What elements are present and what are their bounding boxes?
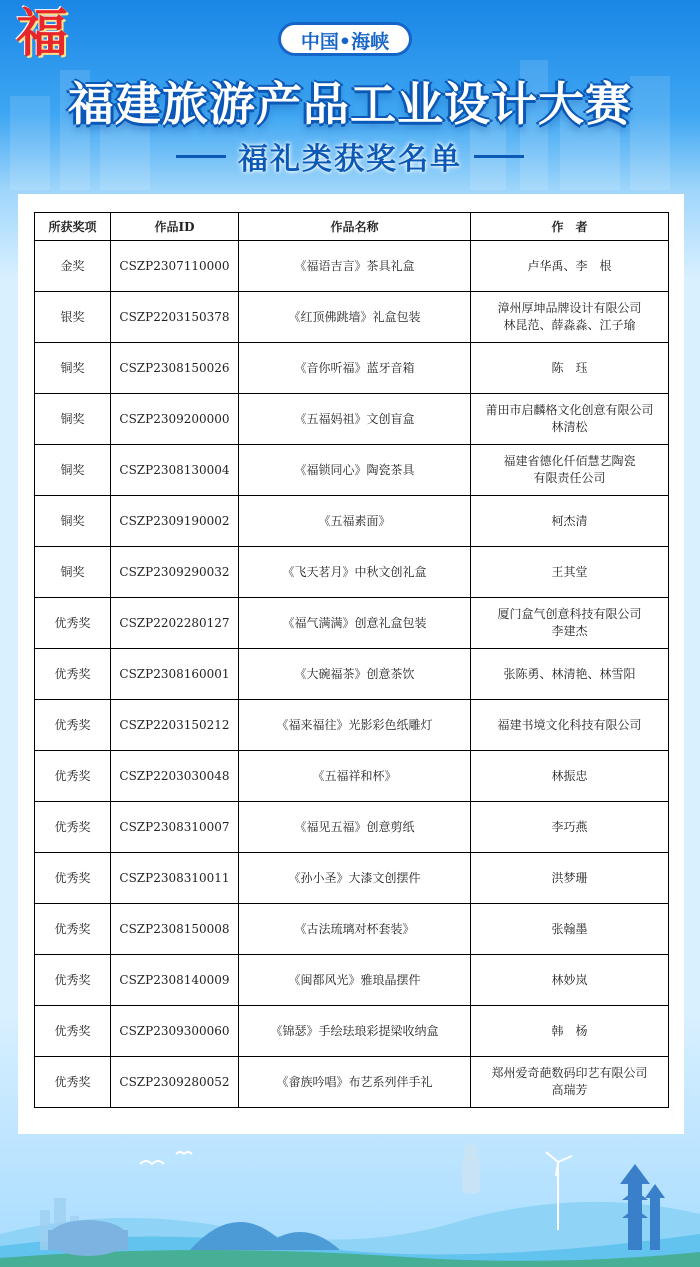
table-header-row: [35, 213, 669, 241]
work-id-cell: CSZP2308140009: [111, 955, 239, 1006]
award-cell: 金奖: [35, 241, 111, 292]
work-id-cell: CSZP2203030048: [111, 751, 239, 802]
table-row: [35, 751, 669, 802]
work-id-cell: CSZP2308150026: [111, 343, 239, 394]
author-cell: 柯杰清: [471, 496, 669, 547]
work-name-cell: 《孙小圣》大漆文创摆件: [239, 853, 471, 904]
author-cell: 林妙岚: [471, 955, 669, 1006]
table-row: [35, 955, 669, 1006]
work-id-cell: CSZP2308310011: [111, 853, 239, 904]
subtitle-dash-left: [176, 155, 226, 158]
author-cell: 张翰墨: [471, 904, 669, 955]
work-id-cell: CSZP2309280052: [111, 1057, 239, 1108]
award-cell: 银奖: [35, 292, 111, 343]
award-cell: 优秀奖: [35, 802, 111, 853]
column-header-author: 作 者: [471, 213, 669, 241]
table-body: [35, 241, 669, 1108]
work-id-cell: CSZP2309290032: [111, 547, 239, 598]
table-row: [35, 853, 669, 904]
work-name-cell: 《飞天茗月》中秋文创礼盒: [239, 547, 471, 598]
work-name-cell: 《福来福往》光影彩色纸雕灯: [239, 700, 471, 751]
award-cell: 优秀奖: [35, 700, 111, 751]
work-name-cell: 《音你听福》蓝牙音箱: [239, 343, 471, 394]
table-row: [35, 241, 669, 292]
award-cell: 优秀奖: [35, 955, 111, 1006]
column-header-award: 所获奖项: [35, 213, 111, 241]
award-cell: 优秀奖: [35, 649, 111, 700]
work-id-cell: CSZP2309190002: [111, 496, 239, 547]
mazu-statue: [462, 1143, 480, 1194]
author-cell: 莆田市启麟格文化创意有限公司 林清松: [471, 394, 669, 445]
author-cell: 郑州爱奇葩数码印艺有限公司 高瑞芳: [471, 1057, 669, 1108]
table-row: [35, 904, 669, 955]
author-cell: 王其堂: [471, 547, 669, 598]
work-name-cell: 《古法琉璃对杯套装》: [239, 904, 471, 955]
awards-table: [34, 212, 669, 1108]
work-id-cell: CSZP2308160001: [111, 649, 239, 700]
work-name-cell: 《大碗福茶》创意茶饮: [239, 649, 471, 700]
fu-logo: 福: [15, 3, 68, 64]
work-name-cell: 《畲族吟唱》布艺系列伴手礼: [239, 1057, 471, 1108]
table-row: [35, 598, 669, 649]
table-row: [35, 547, 669, 598]
award-cell: 优秀奖: [35, 1006, 111, 1057]
table-row: [35, 802, 669, 853]
table-row: [35, 343, 669, 394]
column-header-id: 作品ID: [111, 213, 239, 241]
work-name-cell: 《红顶佛跳墙》礼盒包装: [239, 292, 471, 343]
author-cell: 厦门盒气创意科技有限公司 李建杰: [471, 598, 669, 649]
work-name-cell: 《五福素面》: [239, 496, 471, 547]
author-cell: 卢华禹、李 根: [471, 241, 669, 292]
work-name-cell: 《五福妈祖》文创盲盒: [239, 394, 471, 445]
award-cell: 铜奖: [35, 496, 111, 547]
work-id-cell: CSZP2309200000: [111, 394, 239, 445]
work-name-cell: 《福锁同心》陶瓷茶具: [239, 445, 471, 496]
work-id-cell: CSZP2308150008: [111, 904, 239, 955]
table-row: [35, 649, 669, 700]
work-id-cell: CSZP2202280127: [111, 598, 239, 649]
table-row: [35, 394, 669, 445]
seagulls: [140, 1152, 192, 1164]
award-cell: 铜奖: [35, 445, 111, 496]
author-cell: 张陈勇、林清艳、林雪阳: [471, 649, 669, 700]
work-id-cell: CSZP2307110000: [111, 241, 239, 292]
landmarks-illustration: [0, 1134, 700, 1267]
work-name-cell: 《五福祥和杯》: [239, 751, 471, 802]
work-name-cell: 《锦瑟》手绘珐琅彩提梁收纳盒: [239, 1006, 471, 1057]
table-row: [35, 1006, 669, 1057]
column-header-name: 作品名称: [239, 213, 471, 241]
work-name-cell: 《福语吉言》茶具礼盒: [239, 241, 471, 292]
award-cell: 铜奖: [35, 547, 111, 598]
award-cell: 优秀奖: [35, 1057, 111, 1108]
results-card: [18, 194, 684, 1134]
author-cell: 漳州厚坤品牌设计有限公司 林昆范、薛淼淼、江子瑜: [471, 292, 669, 343]
table-row: [35, 445, 669, 496]
footer-landmarks: [0, 1134, 700, 1267]
author-cell: 李巧燕: [471, 802, 669, 853]
award-cell: 优秀奖: [35, 904, 111, 955]
page-subtitle: 福礼类获奖名单: [238, 142, 462, 177]
tulou-building: [48, 1220, 128, 1256]
work-name-cell: 《闽都风光》雅琅晶摆件: [239, 955, 471, 1006]
award-cell: 铜奖: [35, 394, 111, 445]
table-row: [35, 1057, 669, 1108]
author-cell: 福建书境文化科技有限公司: [471, 700, 669, 751]
work-name-cell: 《福见五福》创意剪纸: [239, 802, 471, 853]
subtitle-row: [0, 136, 700, 176]
author-cell: 洪梦珊: [471, 853, 669, 904]
work-name-cell: 《福气满满》创意礼盒包装: [239, 598, 471, 649]
page-title: 福建旅游产品工业设计大赛: [68, 77, 632, 131]
work-id-cell: CSZP2308130004: [111, 445, 239, 496]
work-id-cell: CSZP2308310007: [111, 802, 239, 853]
table-row: [35, 292, 669, 343]
author-cell: 福建省德化仟佰慧艺陶瓷 有限责任公司: [471, 445, 669, 496]
award-cell: 铜奖: [35, 343, 111, 394]
work-id-cell: CSZP2203150212: [111, 700, 239, 751]
award-cell: 优秀奖: [35, 751, 111, 802]
author-cell: 林振忠: [471, 751, 669, 802]
author-cell: 陈 珏: [471, 343, 669, 394]
work-id-cell: CSZP2309300060: [111, 1006, 239, 1057]
author-cell: 韩 杨: [471, 1006, 669, 1057]
table-row: [35, 700, 669, 751]
table-row: [35, 496, 669, 547]
work-id-cell: CSZP2203150378: [111, 292, 239, 343]
award-cell: 优秀奖: [35, 598, 111, 649]
subtitle-dash-right: [474, 155, 524, 158]
header-banner: [0, 0, 700, 190]
event-badge: 中国•海峡: [278, 22, 412, 56]
award-cell: 优秀奖: [35, 853, 111, 904]
